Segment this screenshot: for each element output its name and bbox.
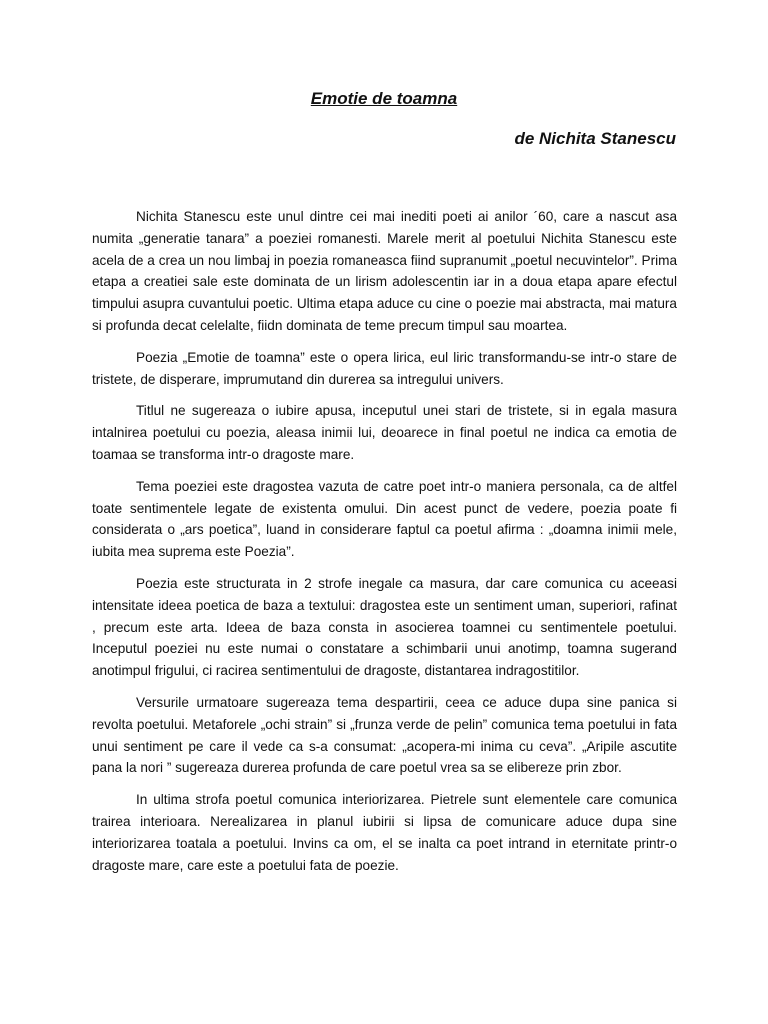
- paragraph-intro: Nichita Stanescu este unul dintre cei mai inediti poeti ai anilor ´60, care a nascut asa numita „generatie tanara” a poeziei romanesti. Marele merit al poetului Nichita Stanescu este acela de a crea un nou limbaj in poezia romaneasca fiind supranumit „poetul necuvintelor”. Prima etapa a creatiei sale este dominata de un lirism adolescentin iar in a doua etapa apare efectul timpului asupra cuvantului poetic. Ultima etapa aduce cu cine o poezie mai abstracta, mai matura si profunda decat celelalte, fiidn dominata de teme precum timpul sau moartea.: [92, 209, 677, 333]
- paragraph-last-stanza: In ultima strofa poetul comunica interiorizarea. Pietrele sunt elementele care comunica trairea interioara. Nerealizarea in planul iubirii si lipsa de comunicare aduce dupa sine interiorizarea toatala a poetului. Invins ca om, el se inalta ca poet intrand in eternitate printr-o dragoste mare, care este a poetului fata de poezie.: [92, 792, 677, 873]
- paragraph-separation: Versurile urmatoare sugereaza tema despartirii, ceea ce aduce dupa sine panica si revolta poetului. Metaforele „ochi strain” si „frunza verde de pelin” comunica tema poetului in fata unui sentiment pe care il vede ca s-a consumat: „acopera-mi inima cu ceva”. „Aripile ascutite pana la nori ” sugereaza durerea profunda de care poetul vrea sa se elibereze prin zbor.: [92, 694, 677, 776]
- document-author: de Nichita Stanescu: [514, 129, 676, 148]
- document-title: Emotie de toamna: [310, 89, 458, 108]
- paragraph-structure: Poezia este structurata in 2 strofe inegale ca masura, dar care comunica cu aceeasi intensitate ideea poetica de baza a textului: dragostea este un sentiment uman, superiori, rafinat , precum este arta. Ideea de baza consta in asocierea toamnei cu sentimentele poetului. Inceputul poeziei nu este numai o constatare a schimbarii unui anotimp, toamna sugerand anotimpul frigului, ci racirea sentimentului de dragoste, distantarea indragostitilor.: [92, 575, 677, 679]
- paragraph-lyric-work: Poezia „Emotie de toamna” este o opera lirica, eul liric transformandu-se intr-o stare de tristete, de disperare, imprumutand din durerea sa intregului univers.: [92, 349, 677, 387]
- document-body: [92, 206, 677, 886]
- paragraph-title-meaning: Titlul ne sugereaza o iubire apusa, inceputul unei stari de tristete, si in egala masura intalnirea poetului cu poezia, aleasa inimii lui, deoarece in final poetul ne indica ca emotia de toamaa se transforma intr-o dragoste mare.: [92, 403, 677, 462]
- paragraph-theme: Tema poeziei este dragostea vazuta de catre poet intr-o maniera personala, ca de altfel toate sentimentele legate de existenta omului. Din acest punct de vedere, poezia poate fi considerata o „ars poetica”, luand in considerare faptul ca poetul afirma : „doamna inimii mele, iubita mea suprema este Poezia”.: [92, 478, 677, 560]
